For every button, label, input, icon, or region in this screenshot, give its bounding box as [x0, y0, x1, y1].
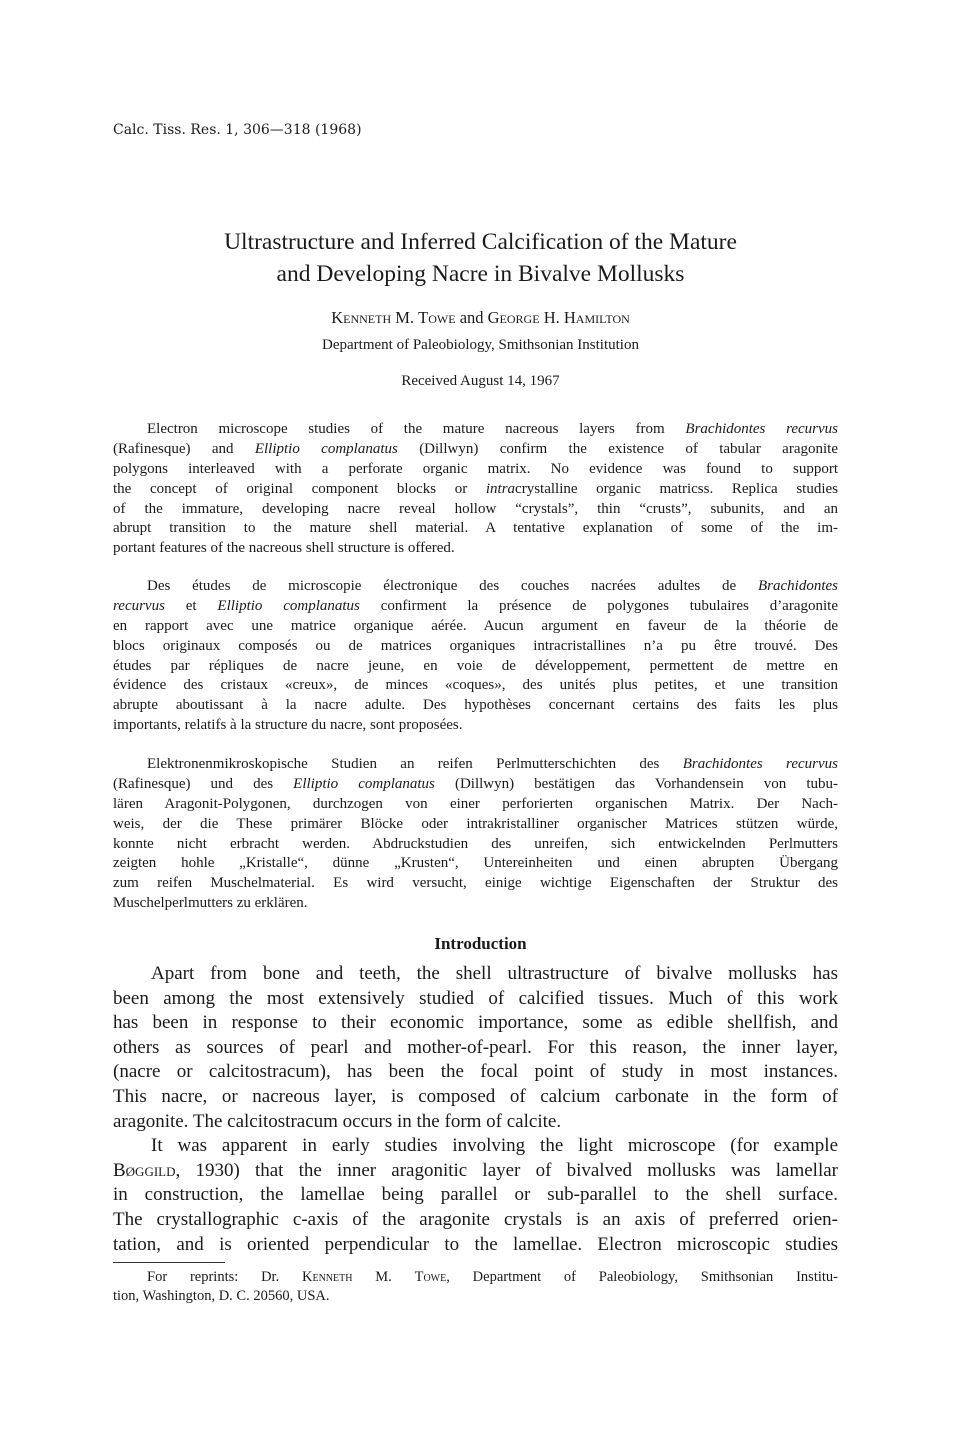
text-line	[113, 1233, 838, 1258]
text-line	[113, 440, 838, 460]
text-run: tion, Washington, D. C. 20560, USA.	[113, 1288, 330, 1304]
text-line	[113, 1208, 838, 1233]
text-run: , Department of Paleobiology, Smithsonian Institu-	[446, 1269, 838, 1285]
text-line	[113, 1060, 838, 1085]
received-date: Received August 14, 1967	[401, 373, 560, 389]
italic-text: Brachidontes recurvus	[682, 756, 838, 772]
text-run: crystalline organic matricss. Replica studies	[515, 480, 838, 497]
small-caps-name: Towe	[414, 1269, 447, 1285]
text-run: (Dillwyn) bestätigen das Vorhandensein von tubu-	[434, 775, 838, 792]
footnote	[113, 1268, 838, 1306]
paper-title	[0, 226, 961, 290]
text-run: This nacre, or nacreous layer, is composed of calcium carbonate in the form of	[113, 1085, 838, 1107]
small-caps-name: Kenneth	[331, 308, 392, 327]
text-run: M.	[352, 1269, 415, 1285]
introduction-body	[113, 962, 838, 1257]
text-run: évidence des cristaux «creux», de minces «coques», des unités plus petites, et une transition	[113, 677, 838, 694]
text-line	[113, 987, 838, 1012]
title-line: Ultrastructure and Inferred Calcification of the Mature	[224, 229, 737, 255]
text-run: (Rafinesque) and	[113, 440, 255, 457]
text-line	[113, 500, 838, 520]
small-caps-name: Hamilton	[563, 308, 630, 327]
italic-text: Elliptio complanatus	[254, 440, 398, 457]
text-run: Des études de microscopie électronique des couches nacrées adultes de	[147, 578, 758, 594]
text-run: others as sources of pearl and mother-of-pearl. For this reason, the inner layer,	[113, 1036, 838, 1058]
text-run: confirment la présence de polygones tubulaires d’aragonite	[359, 597, 838, 614]
text-line	[113, 1011, 838, 1036]
text-line	[113, 420, 838, 440]
text-run: weis, der die These primärer Blöcke oder intrakristalliner organischer Matrices stützen würde,	[113, 815, 838, 832]
text-run: (Rafinesque) und des	[113, 775, 294, 792]
text-line	[113, 1268, 838, 1287]
text-run: For reprints: Dr.	[147, 1269, 302, 1285]
text-run: , 1930) that the inner aragonitic layer of bivalved mollusks was lamellar	[175, 1159, 838, 1181]
title-line: and Developing Nacre in Bivalve Mollusks	[276, 261, 685, 287]
text-run: blocs originaux composés ou de matrices organiques intracristallines n’a pu être trouvé. Des	[113, 637, 838, 654]
text-run: Apart from bone and teeth, the shell ultrastructure of bivalve mollusks has	[151, 963, 838, 984]
italic-text: Elliptio complanatus	[217, 597, 360, 614]
text-run: and	[455, 308, 488, 327]
small-caps-name: Kenneth	[302, 1269, 353, 1285]
text-line	[113, 577, 838, 597]
text-line	[113, 795, 838, 815]
text-run: tation, and is oriented perpendicular to the lamellae. Electron microscopic studies	[113, 1233, 838, 1255]
text-run: Electron microscope studies of the mature nacreous layers from	[147, 421, 686, 437]
text-run: (Dillwyn) confirm the existence of tabular aragonite	[397, 440, 838, 457]
italic-text: Elliptio complanatus	[293, 775, 435, 792]
text-run: aragonite. The calcitostracum occurs in the form of calcite.	[113, 1110, 562, 1132]
text-run: H.	[539, 308, 564, 327]
text-run: has been in response to their economic importance, some as edible shellfish, and	[113, 1012, 838, 1034]
text-run: zum reifen Muschelmaterial. Es wird versucht, einige wichtige Eigenschaften der Struktur des	[113, 875, 838, 892]
text-run: been among the most extensively studied of calcified tissues. Much of this work	[113, 987, 838, 1009]
italic-text: recurvus	[113, 597, 165, 614]
text-line	[113, 835, 838, 855]
text-line	[113, 1036, 838, 1061]
abstract-german	[113, 755, 838, 914]
text-run: lären Aragonit-Polygonen, durchzogen von einer perforierten organischen Matrix. Der Nach-	[113, 795, 838, 812]
text-run: the concept of original component blocks or	[113, 480, 486, 497]
small-caps-name: Bøggild	[113, 1159, 176, 1181]
text-run: abrupt transition to the mature shell material. A tentative explanation of some of the im-	[113, 520, 838, 537]
text-line	[113, 480, 838, 500]
italic-text: intra	[485, 480, 516, 497]
text-run: in construction, the lamellae being parallel or sub-parallel to the shell surface.	[113, 1184, 838, 1206]
text-line	[113, 755, 838, 775]
text-line	[113, 815, 838, 835]
text-run: polygons interleaved with a perforate organic matrix. No evidence was found to support	[113, 460, 838, 477]
italic-text: Brachidontes recurvus	[685, 421, 838, 437]
journal-citation: Calc. Tiss. Res. 1, 306—318 (1968)	[113, 122, 362, 138]
text-line	[113, 1110, 838, 1135]
text-line	[113, 696, 838, 716]
text-line	[113, 962, 838, 987]
text-run: M.	[391, 308, 419, 327]
text-line	[113, 1183, 838, 1208]
footnote-rule	[113, 1262, 225, 1263]
authors	[0, 308, 961, 328]
text-run: portant features of the nacreous shell structure is offered.	[113, 540, 455, 557]
text-line	[113, 716, 838, 736]
text-line	[113, 854, 838, 874]
text-run: zeigten hohle „Kristalle“, dünne „Krusten“, Untereinheiten und einen abrupten Übergang	[113, 855, 838, 872]
text-run: The crystallographic c-axis of the aragonite crystals is an axis of preferred orien-	[113, 1208, 838, 1230]
text-line	[113, 597, 838, 617]
text-run: (nacre or calcitostracum), has been the focal point of study in most instances.	[113, 1061, 838, 1083]
text-line	[113, 676, 838, 696]
text-line	[113, 894, 838, 914]
abstract-french	[113, 577, 838, 736]
text-line	[113, 775, 838, 795]
text-line	[113, 460, 838, 480]
small-caps-name: George	[487, 308, 540, 327]
abstract-english	[113, 420, 838, 559]
text-run: importants, relatifs à la structure du nacre, sont proposées.	[113, 717, 463, 734]
text-line	[113, 1159, 838, 1184]
text-line	[113, 1287, 838, 1306]
text-line	[113, 519, 838, 539]
text-line	[113, 539, 838, 559]
text-line	[113, 617, 838, 637]
text-run: et	[164, 597, 218, 614]
text-run: études par répliques de nacre jeune, en voie de développement, permettent de mettre en	[113, 657, 838, 674]
text-line	[113, 657, 838, 677]
small-caps-name: Towe	[418, 308, 456, 327]
text-run: Elektronenmikroskopische Studien an reifen Perlmutterschichten des	[147, 756, 683, 772]
affiliation: Department of Paleobiology, Smithsonian Institution	[322, 337, 639, 353]
text-line	[113, 1134, 838, 1159]
text-run: Muschelperlmutters zu erklären.	[113, 895, 308, 912]
text-run: of the immature, developing nacre reveal hollow “crystals”, thin “crusts”, subunits, and an	[113, 500, 838, 517]
text-run: en rapport avec une matrice organique aérée. Aucun argument en faveur de la théorie de	[113, 617, 838, 634]
text-line	[113, 637, 838, 657]
text-line	[113, 874, 838, 894]
text-line	[113, 1085, 838, 1110]
text-run: konnte nicht erbracht werden. Abdruckstudien des unreifen, sich entwickelnden Perlmutters	[113, 835, 838, 852]
section-heading-introduction: Introduction	[434, 934, 527, 953]
italic-text: Brachidontes	[758, 578, 838, 594]
text-run: It was apparent in early studies involving the light microscope (for example	[151, 1135, 838, 1157]
text-run: abrupte aboutissant à la nacre adulte. Des hypothèses concernant certains des faits les plus	[113, 697, 838, 714]
